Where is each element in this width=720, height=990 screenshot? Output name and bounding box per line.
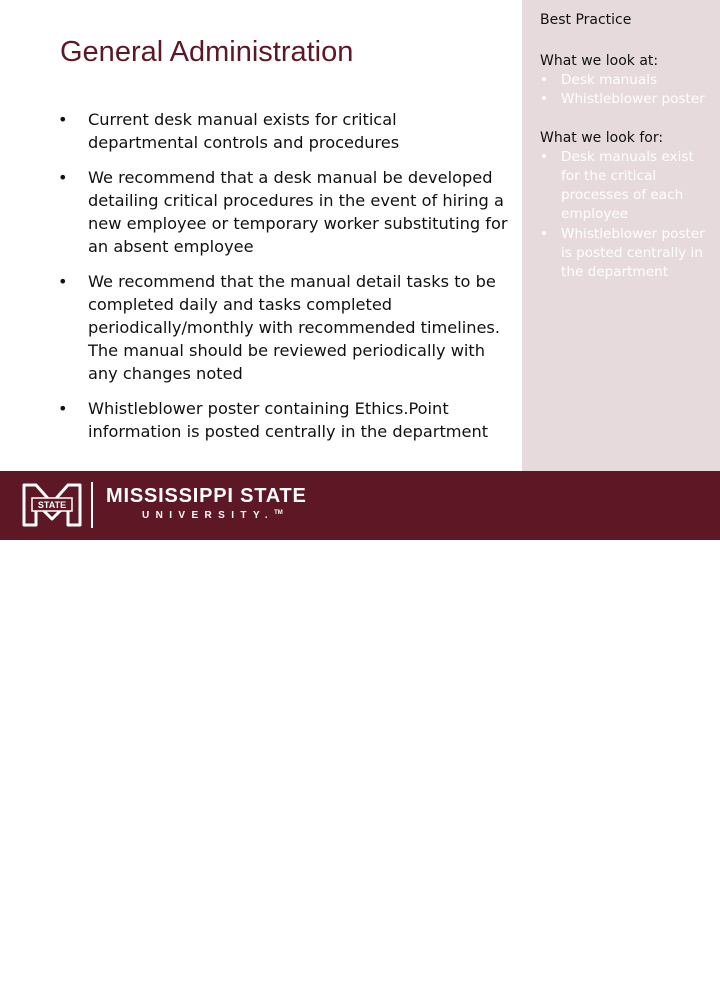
main-bullet-text: Whistleblower poster containing Ethics.Point information is posted centrally in the department <box>88 399 489 441</box>
logo-university <box>142 510 283 521</box>
main-bullet-text: We recommend that a desk manual be developed detailing critical procedures in the event of hiring a new employee or temporary worker substituting for an absent employee <box>88 168 508 256</box>
bullet-marker: • <box>58 272 68 291</box>
tagline: Trust but Verify <box>516 964 664 989</box>
main-bullet-text: Current desk manual exists for critical departmental controls and procedures <box>88 110 400 152</box>
logo-divider <box>91 482 93 528</box>
main-bullet-item <box>58 108 508 154</box>
logo-badge-text: STATE <box>37 500 67 510</box>
footer-bar <box>0 471 720 989</box>
bullet-marker: • <box>58 399 68 418</box>
slide-title: General Administration <box>60 36 354 68</box>
look-at-heading: What we look at: <box>540 53 659 69</box>
bullet-marker: • <box>58 168 68 187</box>
look-at-item-text: Whistleblower poster <box>561 91 705 108</box>
look-at-item <box>540 90 710 109</box>
msu-logo-icon <box>22 483 82 527</box>
bullet-marker: • <box>540 72 549 88</box>
bullet-marker: • <box>540 148 549 165</box>
main-bullet-item <box>58 270 508 385</box>
look-for-item <box>540 225 710 283</box>
main-bullet-item <box>58 397 508 443</box>
logo-university-text: UNIVERSITY. <box>142 510 275 521</box>
main-bullet-text: We recommend that the manual detail tasks to be completed daily and tasks completed periodically/monthly with recommended timelines. The manual should be reviewed periodically with any changes noted <box>88 272 500 383</box>
bullet-marker: • <box>58 110 68 129</box>
best-practice-heading: Best Practice <box>540 12 632 28</box>
look-for-heading: What we look for: <box>540 129 664 146</box>
look-for-item-text: Desk manuals exist for the critical processes of each employee <box>561 148 694 223</box>
bullet-marker: • <box>540 91 549 108</box>
look-at-item <box>540 71 710 90</box>
main-bullet-list <box>58 108 508 455</box>
look-for-list <box>540 148 710 283</box>
sidebar-content <box>540 10 710 301</box>
look-for-item-text: Whistleblower poster is posted centrally in the department <box>561 225 705 281</box>
main-bullet-item <box>58 166 508 258</box>
look-at-list <box>540 71 710 110</box>
look-for-item <box>540 148 710 225</box>
logo-trademark: TM <box>274 510 283 516</box>
logo-wordmark: MISSISSIPPI STATE <box>106 485 307 507</box>
look-at-item-text: Desk manuals <box>561 72 658 88</box>
bullet-marker: • <box>540 225 549 242</box>
